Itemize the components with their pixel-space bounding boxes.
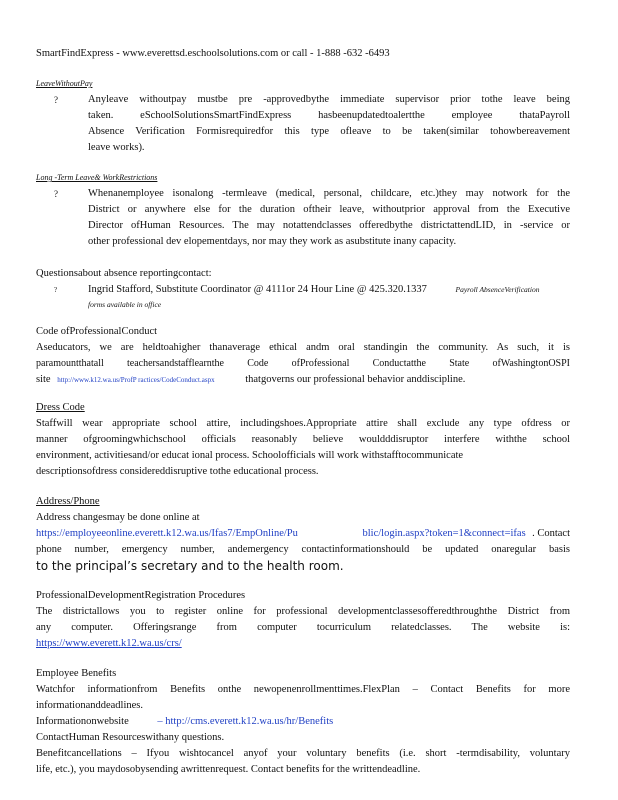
- paragraph-line: paramountthatall teachersandstafflearnthe Code ofProfessional Conductatthe State ofWashingtonOSPI: [36, 358, 570, 369]
- paragraph-line: [36, 636, 570, 652]
- bullet-item: [36, 186, 570, 250]
- document-page: [36, 46, 570, 778]
- contact-text: Ingrid Stafford, Substitute Coordinator @ 4111or 24 Hour Line @ 425.320.1337: [88, 284, 427, 295]
- paragraph-line: Staffwill wear appropriate school attire, includingshoes.Appropriate attire shall exclude any type ofdress or: [36, 418, 570, 429]
- paragraph-line: to the principal’s secretary and to the health room.: [36, 559, 344, 573]
- paragraph-line: manner ofgroomingwhichschool officials reasonably believe wouldddisruptor interfere withthe school: [36, 434, 570, 445]
- section-heading: Questionsabout absence reportingcontact:: [36, 268, 212, 279]
- paragraph-line: [36, 526, 570, 542]
- paragraph-line: phone number, emergency number, andemergency contactinformationshould be updated onaregular basis: [36, 544, 570, 555]
- paragraph-line: Absence Verification Formisrequiredfor this type ofleave to be taken(similar tohowbereavement: [88, 126, 570, 137]
- paragraph-line: any computer. Offeringsrange from computer tocurriculum relatedclasses. The website is:: [36, 622, 570, 633]
- section-heading: Code ofProfessionalConduct: [36, 326, 158, 337]
- paragraph-line: District or anywhere else for the duration oftheir leave, withoutprior approval from the Executive: [88, 204, 570, 215]
- section-address-phone: [36, 494, 570, 574]
- paragraph-line: Aseducators, we are heldtoahigher thanaverage ethical andm oral standingin the community. As such, it is: [36, 342, 570, 353]
- bullet-item: [36, 282, 570, 312]
- paragraph-line: life, etc.), you maydosobysending awrittenrequest. Contact benefits for the writtendeadline.: [36, 764, 421, 775]
- paragraph-line: taken. eSchoolSolutionsSmartFindExpress hasbeenupdatedtoalertthe employee thataPayroll: [88, 110, 570, 121]
- bullet-marker: ?: [54, 95, 58, 105]
- contact-tail: . Contact: [532, 528, 570, 539]
- section-code-of-conduct: [36, 324, 570, 388]
- section-heading: Address/Phone: [36, 496, 100, 507]
- section-employee-benefits: [36, 666, 570, 778]
- paragraph-line: ContactHuman Resourceswithany questions.: [36, 732, 225, 743]
- site-label: site: [36, 374, 51, 385]
- paragraph-line: [36, 714, 570, 730]
- paragraph-line: Address changesmay be done online at: [36, 512, 200, 523]
- section-heading: ProfessionalDevelopmentRegistration Procedures: [36, 590, 246, 601]
- paragraph-line: descriptionsofdress considereddisruptive tothe educational process.: [36, 466, 319, 477]
- crs-link[interactable]: https://www.everett.k12.wa.us/crs/: [36, 638, 182, 649]
- section-heading: Dress Code: [36, 402, 85, 413]
- paragraph-line: Director ofHuman Resources. The may notattendclasses offeredbythe districtattendLID, in -service or: [88, 220, 570, 231]
- site-rest: thatgoverns our professional behavior anddiscipline.: [245, 374, 466, 385]
- bullet-marker: ?: [54, 189, 58, 199]
- paragraph-line: Anyleave withoutpay mustbe pre -approvedbythe immediate supervisor prior tothe leave being: [88, 94, 570, 105]
- info-label: Informationonwebsite: [36, 716, 129, 727]
- section-heading: Long -Term Leave& WorkRestrictions: [36, 173, 158, 182]
- contact-line: [88, 282, 570, 298]
- section-heading: LeaveWithoutPay: [36, 79, 93, 88]
- paragraph-line: informationanddeadlines.: [36, 700, 144, 711]
- section-professional-development: [36, 588, 570, 652]
- paragraph-line: environment, activitiesand/or educat ional process. Schoolofficials will work withstafftocommunicate: [36, 450, 464, 461]
- section-questions: [36, 266, 570, 312]
- section-long-term-leave: [36, 170, 570, 250]
- bullet-item: [36, 92, 570, 156]
- paragraph-line: [36, 372, 570, 388]
- section-leave-without-pay: [36, 76, 570, 156]
- benefits-link[interactable]: – http://cms.everett.k12.wa.us/hr/Benefits: [157, 716, 334, 727]
- paragraph-line: The districtallows you to register online for professional developmentclassesofferedthroughthe District from: [36, 606, 570, 617]
- contact-note-line: forms available in office: [88, 300, 162, 309]
- paragraph-line: Watchfor informationfrom Benefits onthe newopenenrollmenttimes.FlexPlan – Contact Benefits for more: [36, 684, 570, 695]
- contact-note: Payroll AbsenceVerification: [455, 285, 540, 294]
- paragraph-line: Benefitcancellations – Ifyou wishtocancel anyof your voluntary benefits (i.e. short -termdisability, voluntary: [36, 748, 570, 759]
- bullet-marker: ?: [54, 286, 58, 294]
- header-line: SmartFindExpress - www.everettsd.eschoolsolutions.com or call - 1-888 -632 -6493: [36, 48, 390, 59]
- paragraph-line: Whenanemployee isonalong -termleave (medical, personal, childcare, etc.)they may notwork for the: [88, 188, 570, 199]
- section-heading: Employee Benefits: [36, 668, 117, 679]
- paragraph-line: other professional dev elopementdays, nor may they work as asubstitute inany capacity.: [88, 236, 457, 247]
- section-dress-code: [36, 400, 570, 480]
- employee-online-link-cont[interactable]: blic/login.aspx?token=1&connect=ifas: [362, 528, 526, 539]
- paragraph-line: leave works).: [88, 142, 145, 153]
- code-conduct-link[interactable]: http://www.k12.wa.us/ProfP ractices/CodeConduct.aspx: [57, 376, 215, 384]
- employee-online-link[interactable]: https://employeeonline.everett.k12.wa.us/Ifas7/EmpOnline/Pu: [36, 528, 298, 539]
